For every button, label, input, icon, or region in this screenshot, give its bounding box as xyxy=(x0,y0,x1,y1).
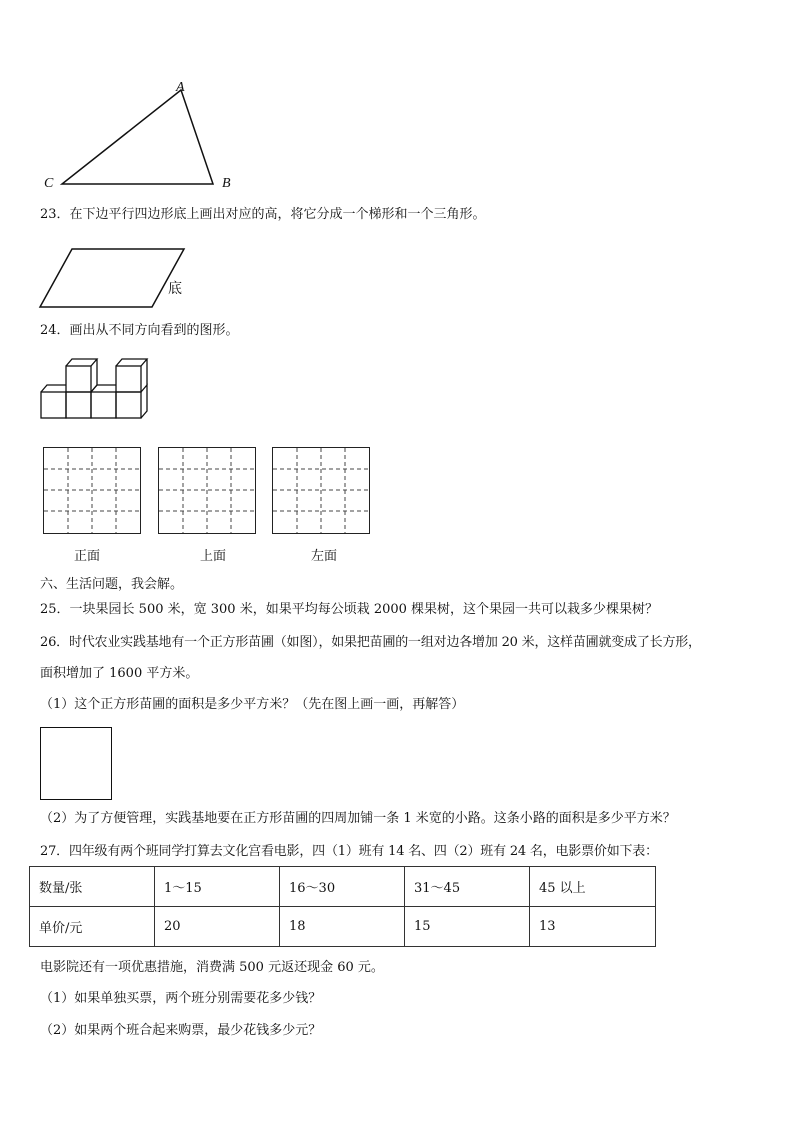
question-25: 25．一块果园长 500 米，宽 300 米，如果平均每公顷栽 2000 棵果树，这个果园一共可以栽多少棵果树？ xyxy=(40,602,659,617)
table-cell: 1～15 xyxy=(155,867,280,907)
view-grid-front[interactable] xyxy=(43,447,141,534)
parallelogram-figure xyxy=(36,244,186,312)
question-26-line1: 26．时代农业实践基地有一个正方形苗圃（如图），如果把苗圃的一组对边各增加 20 米，这样苗圃就变成了长方形， xyxy=(40,635,701,650)
view-grid-left[interactable] xyxy=(272,447,370,534)
parallelogram-base-label: 底 xyxy=(168,281,182,297)
question-24: 24．画出从不同方向看到的图形。 xyxy=(40,323,239,338)
table-cell: 31～45 xyxy=(405,867,530,907)
table-cell: 单价/元 xyxy=(30,907,155,947)
question-26-line2: 面积增加了 1600 平方米。 xyxy=(40,666,199,681)
question-27: 27．四年级有两个班同学打算去文化宫看电影，四（1）班有 14 名、四（2）班有 24 名，电影票价如下表： xyxy=(40,844,658,859)
table-cell: 45 以上 xyxy=(530,867,656,907)
question-27-sub1: （1）如果单独买票，两个班分别需要花多少钱？ xyxy=(40,991,322,1006)
table-cell: 16～30 xyxy=(280,867,405,907)
table-cell: 15 xyxy=(405,907,530,947)
question-26-sub2: （2）为了方便管理，实践基地要在正方形苗圃的四周加铺一条 1 米宽的小路。这条小路的面积是多少平方米？ xyxy=(40,811,676,826)
table-row xyxy=(30,867,656,907)
table-row xyxy=(30,907,656,947)
view-label-front: 正面 xyxy=(74,549,101,564)
section-6-title: 六、生活问题，我会解。 xyxy=(40,577,184,592)
view-grid-top[interactable] xyxy=(158,447,256,534)
triangle-label-a: A xyxy=(176,80,185,95)
view-label-top: 上面 xyxy=(200,549,227,564)
cube-stack-figure xyxy=(38,357,158,423)
table-cell: 13 xyxy=(530,907,656,947)
triangle-figure xyxy=(40,80,240,195)
question-27-sub2: （2）如果两个班合起来购票，最少花钱多少元？ xyxy=(40,1023,322,1038)
table-cell: 数量/张 xyxy=(30,867,155,907)
table-cell: 20 xyxy=(155,907,280,947)
question-23: 23．在下边平行四边形底上画出对应的高，将它分成一个梯形和一个三角形。 xyxy=(40,207,486,222)
view-label-left: 左面 xyxy=(311,549,338,564)
ticket-price-table xyxy=(29,866,656,947)
square-nursery-figure[interactable] xyxy=(40,727,112,800)
triangle-label-c: C xyxy=(44,176,54,191)
triangle-label-b: B xyxy=(222,176,231,191)
table-cell: 18 xyxy=(280,907,405,947)
question-26-sub1: （1）这个正方形苗圃的面积是多少平方米？（先在图上画一画，再解答） xyxy=(40,697,465,712)
question-27-note: 电影院还有一项优惠措施，消费满 500 元返还现金 60 元。 xyxy=(40,960,384,975)
